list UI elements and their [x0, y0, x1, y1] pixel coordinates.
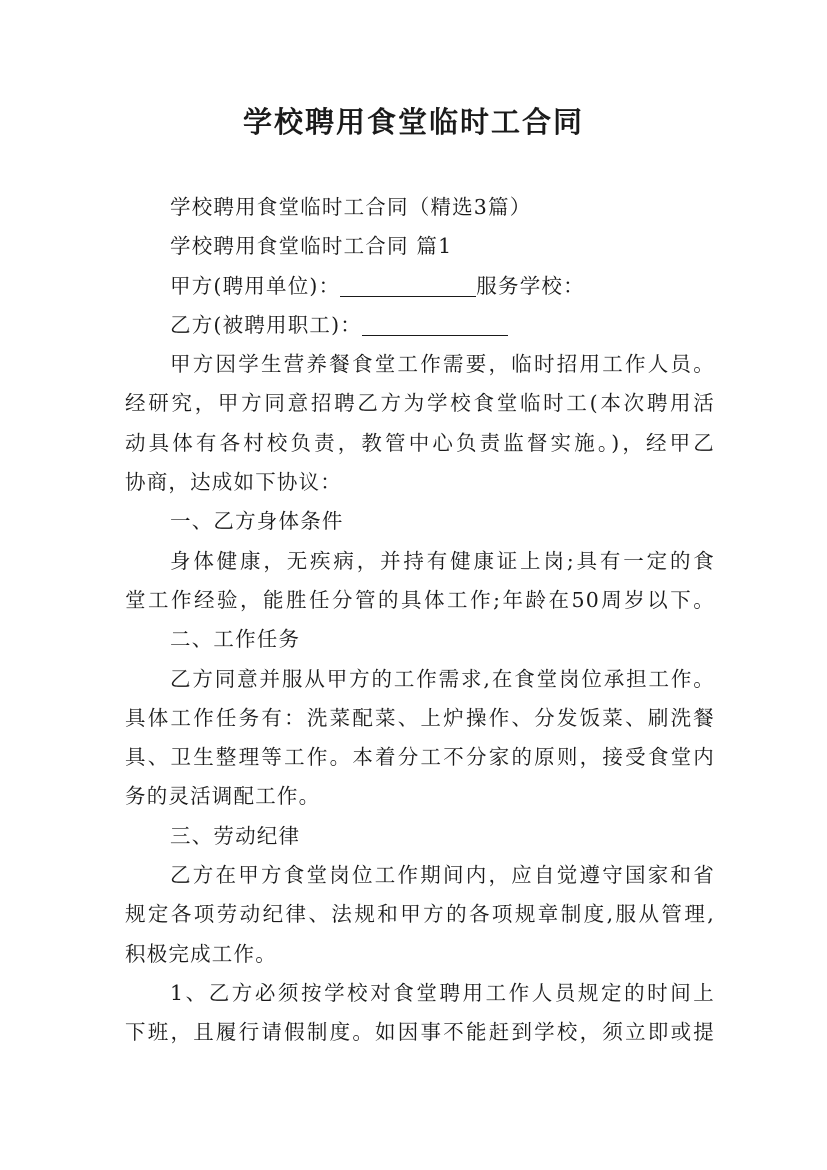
- party-b-blank: [362, 315, 508, 336]
- paragraph-line: 经研究，甲方同意招聘乙方为学校食堂临时工(本次聘用活: [125, 391, 715, 416]
- paragraph-line: 具体工作任务有：洗菜配菜、上炉操作、分发饭菜、刷洗餐: [125, 705, 715, 730]
- party-b-label: 乙方(被聘用职工)：: [170, 312, 362, 337]
- party-a-line: [125, 267, 715, 306]
- paragraph-line: 堂工作经验，能胜任分管的具体工作;年龄在50周岁以下。: [125, 587, 715, 612]
- paragraph-line: 甲方因学生营养餐食堂工作需要，临时招用工作人员。: [170, 352, 715, 377]
- document-title: 学校聘用食堂临时工合同: [242, 105, 584, 139]
- paragraph-line: 规定各项劳动纪律、法规和甲方的各项规章制度,服从管理,: [125, 902, 715, 927]
- paragraph-line: 下班，且履行请假制度。如因事不能赶到学校，须立即或提: [125, 1020, 715, 1045]
- paragraph-line: 动具体有各村校负责，教管中心负责监督实施。)，经甲乙: [125, 430, 715, 455]
- document-subtitle: 学校聘用食堂临时工合同（精选3篇）: [170, 195, 532, 219]
- party-a-label: 甲方(聘用单位)：: [170, 273, 341, 298]
- paragraph-line: 积极完成工作。: [125, 941, 277, 966]
- section-heading: 一、乙方身体条件: [170, 509, 344, 534]
- section-heading: 二、工作任务: [170, 627, 301, 652]
- article-heading: 学校聘用食堂临时工合同 篇1: [170, 234, 453, 259]
- paragraph-line: 1、乙方必须按学校对食堂聘用工作人员规定的时间上: [170, 980, 715, 1005]
- paragraph-line: 协商，达成如下协议：: [125, 470, 342, 495]
- paragraph-line: 乙方同意并服从甲方的工作需求,在食堂岗位承担工作。: [170, 666, 715, 691]
- paragraph-line: 身体健康，无疾病，并持有健康证上岗;具有一定的食: [170, 548, 715, 573]
- party-a-blank: [340, 276, 476, 297]
- section-heading: 三、劳动纪律: [170, 823, 301, 848]
- party-a-suffix: 服务学校：: [476, 273, 585, 298]
- party-b-line: [125, 306, 715, 345]
- paragraph-line: 务的灵活调配工作。: [125, 784, 321, 809]
- document-body: [125, 188, 715, 1053]
- paragraph-line: 乙方在甲方食堂岗位工作期间内，应自觉遵守国家和省: [170, 863, 715, 888]
- paragraph-line: 具、卫生整理等工作。本着分工不分家的原则，接受食堂内: [125, 745, 715, 770]
